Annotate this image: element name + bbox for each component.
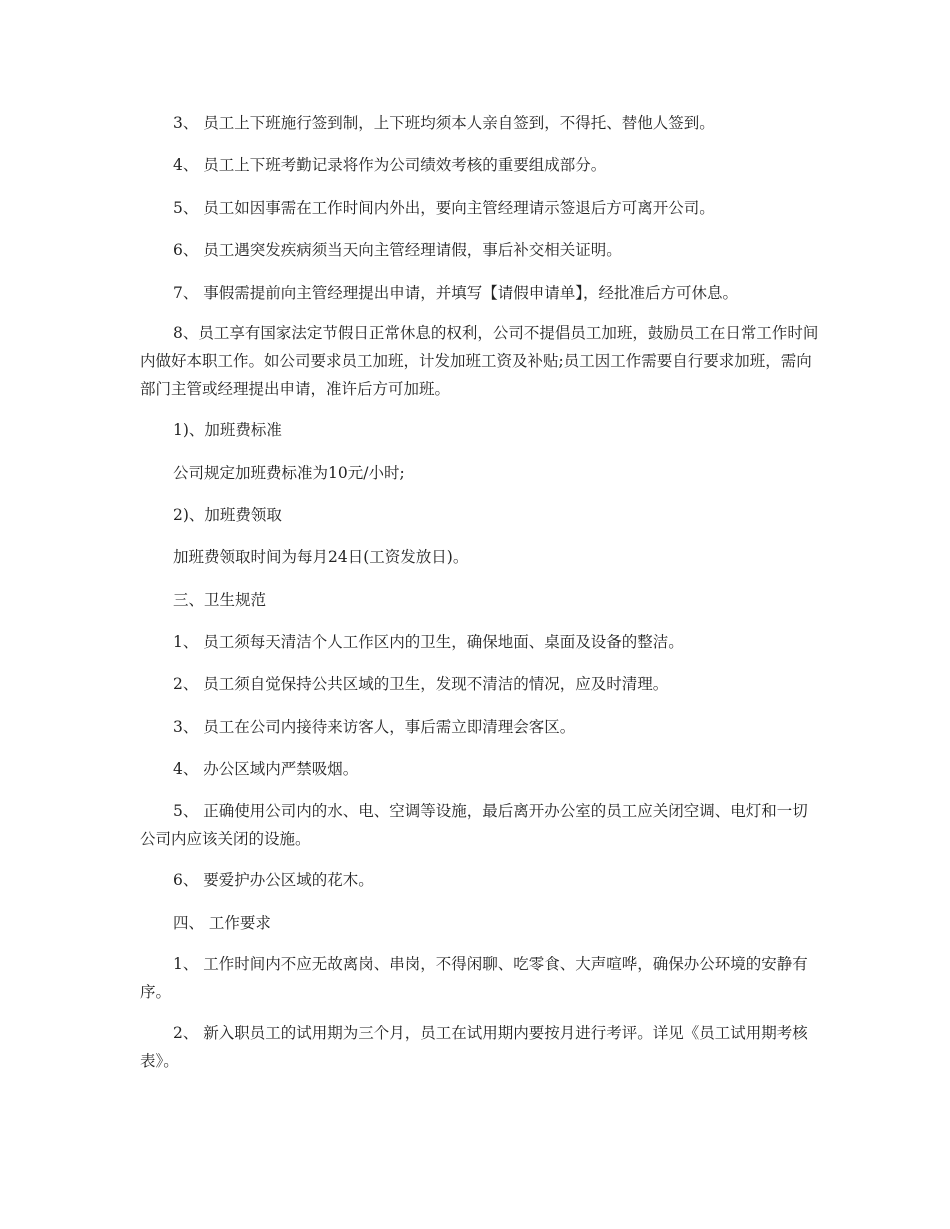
section-heading-work-requirements: 四、 工作要求 [173, 914, 271, 932]
paragraph-rule-5-going-out: 5、 员工如因事需在工作时间内外出，要向主管经理请示签退后方可离开公司。 [173, 199, 715, 217]
section-heading-hygiene: 三、卫生规范 [173, 591, 267, 609]
paragraph-hygiene-2: 2、 员工须自觉保持公共区域的卫生，发现不清洁的情况，应及时清理。 [173, 675, 669, 693]
paragraph-hygiene-3: 3、 员工在公司内接待来访客人，事后需立即清理会客区。 [173, 718, 576, 736]
paragraph-overtime-pay-date: 加班费领取时间为每月24日(工资发放日)。 [173, 548, 469, 566]
paragraph-work-2: 2、 新入职员工的试用期为三个月，员工在试用期内要按月进行考评。详见《员工试用期考核表》。 [140, 1024, 808, 1070]
subheading-overtime-pay-collection: 2)、加班费领取 [173, 506, 282, 524]
paragraph-rule-6-sick-leave: 6、 员工遇突发疾病须当天向主管经理请假，事后补交相关证明。 [173, 241, 622, 259]
paragraph-overtime-pay-rate: 公司规定加班费标准为10元/小时; [173, 464, 405, 482]
paragraph-hygiene-6: 6、 要爱护办公区域的花木。 [173, 871, 374, 889]
paragraph-rule-8-overtime: 8、员工享有国家法定节假日正常休息的权利，公司不提倡员工加班，鼓励员工在日常工作时间内做好本职工作。如公司要求员工加班，计发加班工资及补贴;员工因工作需要自行要求加班，需向部门主管或经理提出申请，准许后方可加班。 [140, 324, 819, 398]
paragraph-hygiene-4: 4、 办公区域内严禁吸烟。 [173, 760, 359, 778]
paragraph-rule-4-attendance: 4、 员工上下班考勤记录将作为公司绩效考核的重要组成部分。 [173, 156, 607, 174]
subheading-overtime-pay-standard: 1)、加班费标准 [173, 421, 282, 439]
paragraph-work-1: 1、 工作时间内不应无故离岗、串岗，不得闲聊、吃零食、大声喧哗，确保办公环境的安静有序。 [140, 955, 808, 1001]
paragraph-rule-7-personal-leave: 7、 事假需提前向主管经理提出申请，并填写【请假申请单】，经批准后方可休息。 [173, 284, 739, 302]
paragraph-hygiene-5: 5、 正确使用公司内的水、电、空调等设施，最后离开办公室的员工应关闭空调、电灯和一切公司内应该关闭的设施。 [140, 802, 808, 848]
paragraph-rule-3-sign-in: 3、 员工上下班施行签到制，上下班均须本人亲自签到，不得托、替他人签到。 [173, 114, 715, 132]
paragraph-hygiene-1: 1、 员工须每天清洁个人工作区内的卫生，确保地面、桌面及设备的整洁。 [173, 633, 684, 651]
